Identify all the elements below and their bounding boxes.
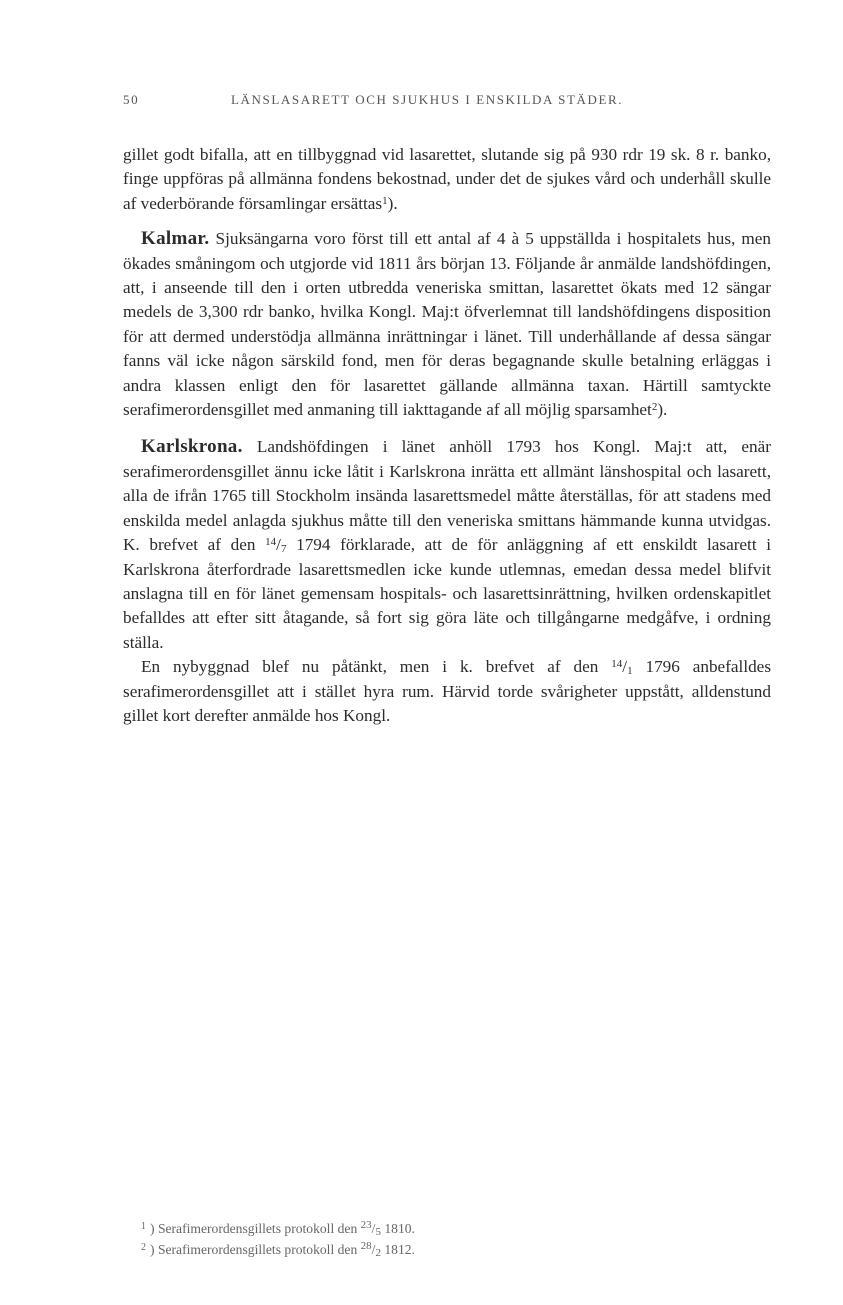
date-fraction-numerator: 14 [265, 536, 277, 549]
section-title-kalmar: Kalmar. [141, 228, 210, 250]
date-fraction-denominator: 7 [280, 543, 287, 556]
paragraph-kalmar [123, 227, 771, 422]
footnotes [141, 1217, 761, 1259]
paragraph-continuation [123, 143, 771, 216]
footnote: $^1$ ) Serafimerordensgillets protokoll den $^{23}$/5 1810. [141, 1219, 415, 1238]
footnote-ref: 2 [651, 401, 658, 414]
paragraph-punct: ). [387, 193, 398, 213]
paragraph-text: En nybyggnad blef nu påtänkt, men i k. brefvet af den [141, 657, 599, 677]
paragraph-punct: ). [657, 400, 668, 420]
page-number: 50 [123, 92, 140, 107]
footnote: $^2$ ) Serafimerordensgillets protokoll den $^{28}$/2 1812. [141, 1240, 415, 1259]
date-fraction-numerator: 28 [360, 1240, 372, 1252]
footnote-mark: 2 [141, 1242, 146, 1253]
footnote-year: 1810. [384, 1221, 415, 1236]
running-header [123, 92, 773, 112]
paragraph-text: 1794 förklarade, att de för anläggning af ett enskildt lasarett i Karlskrona återfordrade lasarettsmedlen icke kunde utlemnas, emedan dessa medel blifvit anslagna till en för länet gemensam hospitals- och lasarettsinrättning, hvilken ordenskapitlet befalldes att efter sitt åtagande, så fort sig göra läte och tillgångarne medgåfve, i ordning ställa. [123, 535, 772, 652]
body-text [123, 143, 771, 728]
paragraph-nybyggnad: En nybyggnad blef nu påtänkt, men i k. brefvet af den $^{14}$/1 1796 anbefalldes serafimerordensgillet att i stället hyra rum. Härvid torde svårigheter uppstått, alldenstund gillet kort derefter anmälde hos Kongl. [123, 657, 772, 725]
footnote-mark: 1 [141, 1221, 146, 1232]
section-title-karlskrona: Karlskrona. [141, 436, 243, 458]
date-fraction-numerator: 23 [360, 1219, 372, 1231]
date-fraction-denominator: 2 [375, 1247, 381, 1259]
paragraph-text: Landshöfdingen i länet anhöll 1793 hos Kongl. Maj:t att, enär serafimerordensgillet ännu icke låtit i Karlskrona inrätta ett allmänt länshospital och lasarett, alla de ifrån 1765 till Stockholm insända lasarettsmedel måtte återställas, för att stadens med enskilda medel anlagda sjukhus måtte till den veneriska smittans hämmande kunna utvidgas. K. brefvet af den [123, 437, 771, 555]
paragraph-text: gillet godt bifalla, att en tillbyggnad vid lasarettet, slutande sig på 930 rdr 19 sk. 8 r. banko, finge uppföras på allmänna fondens bekostnad, under det de sjukes vård och underhåll skulle af vederbörande församlingar ersättas [123, 145, 771, 213]
footnote-year: 1812. [384, 1242, 415, 1257]
footnote-ref: 1 [382, 194, 388, 207]
running-title: LÄNSLASARETT OCH SJUKHUS I ENSKILDA STÄDER. [231, 92, 624, 107]
paragraph-text: 1796 anbefalldes serafimerordensgillet att i stället hyra rum. Härvid torde svårigheter uppstått, alldenstund gillet kort derefter anmälde hos Kongl. [123, 657, 772, 725]
date-fraction-denominator: 1 [627, 665, 633, 678]
paragraph-karlskrona: Karlskrona. Landshöfdingen i länet anhöll 1793 hos Kongl. Maj:t att, enär serafimerordensgillet ännu icke låtit i Karlskrona inrätta ett allmänt länshospital och lasarett, alla de ifrån 1765 till Stockholm insända lasarettsmedel måtte återställas, för att stadens med enskilda medel anlagda sjukhus måtte till den veneriska smittans hämmande kunna utvidgas. K. brefvet af den $^{14}$/7 1794 förklarade, att de för anläggning af ett enskildt lasarett i Karlskrona återfordrade lasarettsmedlen icke kunde utlemnas, emedan dessa medel blifvit anslagna till en för länet gemensam hospitals- och lasarettsinrättning, hvilken ordenskapitlet befalldes att efter sitt åtagande, så fort sig göra läte och tillgångarne medgåfve, i ordning ställa. [123, 436, 772, 652]
footnote-text: Serafimerordensgillets protokoll den [157, 1242, 358, 1257]
paragraph-text: Sjuksängarna voro först till ett antal af 4 à 5 uppställda i hospitalets hus, men ökades småningom och utgjorde vid 1811 års början 13. Följande år anmälde landshöfdingen, att, i anseende till den i orten utbredda veneriska smittan, lasarettet ökats med 12 sängar medels de 3,300 rdr banko, hvilka Kongl. Maj:t öfverlemnat till landshöfdingens disposition för att dermed understödja allmänna inrättningar i länet. Till underhållande af dessa sängar fanns väl icke någon särskild fond, men för deras begagnande skulle betalning erläggas i andra klassen enligt den för lasarettet gällande allmänna taxan. Härtill samtyckte serafimerordensgillet med anmaning till iakttagande af all möjlig sparsamhet [123, 229, 771, 420]
date-fraction-numerator: 14 [611, 658, 623, 671]
footnote-text: Serafimerordensgillets protokoll den [157, 1221, 358, 1236]
date-fraction-denominator: 5 [375, 1226, 381, 1238]
